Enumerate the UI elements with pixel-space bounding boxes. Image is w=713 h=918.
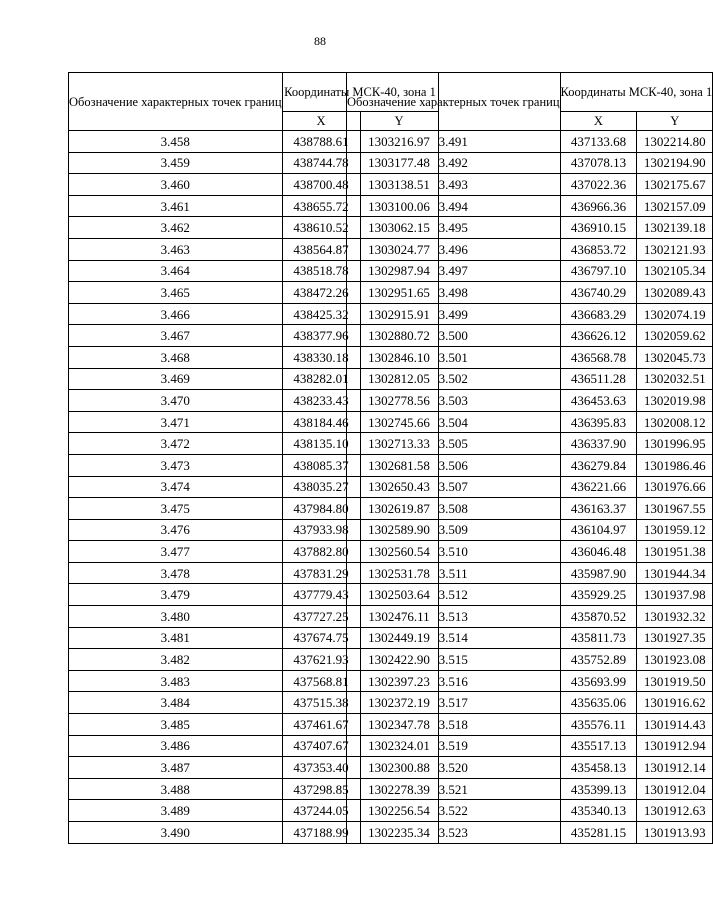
y-coordinate-cell: 1302476.11 bbox=[360, 606, 438, 628]
point-id-cell: 3.473 bbox=[69, 454, 283, 476]
y-coordinate-cell: 1302324.01 bbox=[360, 735, 438, 757]
point-id-cell: 3.494 bbox=[347, 195, 561, 217]
point-id-cell: 3.477 bbox=[69, 541, 283, 563]
x-coordinate-cell: 438564.87 bbox=[282, 238, 360, 260]
point-id-cell: 3.488 bbox=[69, 778, 283, 800]
x-coordinate-cell: 437022.36 bbox=[560, 174, 637, 196]
point-id-cell: 3.516 bbox=[347, 670, 561, 692]
table-row bbox=[347, 411, 713, 433]
x-coordinate-cell: 438282.01 bbox=[282, 368, 360, 390]
point-id-cell: 3.479 bbox=[69, 584, 283, 606]
x-coordinate-cell: 437298.85 bbox=[282, 778, 360, 800]
point-id-cell: 3.489 bbox=[69, 800, 283, 822]
x-coordinate-cell: 436910.15 bbox=[560, 217, 637, 239]
y-coordinate-cell: 1303062.15 bbox=[360, 217, 438, 239]
table-body-right bbox=[347, 131, 713, 844]
y-coordinate-cell: 1301976.66 bbox=[637, 476, 713, 498]
point-id-cell: 3.484 bbox=[69, 692, 283, 714]
y-coordinate-cell: 1303177.48 bbox=[360, 152, 438, 174]
x-coordinate-cell: 437831.29 bbox=[282, 562, 360, 584]
x-coordinate-cell: 438518.78 bbox=[282, 260, 360, 282]
x-coordinate-cell: 435340.13 bbox=[560, 800, 637, 822]
x-coordinate-cell: 435281.15 bbox=[560, 822, 637, 844]
point-id-cell: 3.502 bbox=[347, 368, 561, 390]
x-coordinate-cell: 437133.68 bbox=[560, 131, 637, 153]
x-coordinate-cell: 437353.40 bbox=[282, 757, 360, 779]
point-id-cell: 3.514 bbox=[347, 627, 561, 649]
y-coordinate-cell: 1302157.09 bbox=[637, 195, 713, 217]
y-coordinate-cell: 1301912.94 bbox=[637, 735, 713, 757]
point-id-cell: 3.508 bbox=[347, 498, 561, 520]
y-coordinate-cell: 1302194.90 bbox=[637, 152, 713, 174]
point-id-cell: 3.504 bbox=[347, 411, 561, 433]
y-coordinate-cell: 1302951.65 bbox=[360, 282, 438, 304]
table-row bbox=[347, 498, 713, 520]
y-coordinate-cell: 1301959.12 bbox=[637, 519, 713, 541]
point-id-cell: 3.490 bbox=[69, 822, 283, 844]
point-id-cell: 3.469 bbox=[69, 368, 283, 390]
x-coordinate-cell: 436104.97 bbox=[560, 519, 637, 541]
point-id-cell: 3.460 bbox=[69, 174, 283, 196]
table-row bbox=[347, 433, 713, 455]
point-id-cell: 3.501 bbox=[347, 346, 561, 368]
y-coordinate-cell: 1301944.34 bbox=[637, 562, 713, 584]
x-coordinate-cell: 435517.13 bbox=[560, 735, 637, 757]
y-coordinate-cell: 1303024.77 bbox=[360, 238, 438, 260]
point-id-cell: 3.511 bbox=[347, 562, 561, 584]
point-id-cell: 3.462 bbox=[69, 217, 283, 239]
x-coordinate-cell: 438700.48 bbox=[282, 174, 360, 196]
x-coordinate-cell: 435458.13 bbox=[560, 757, 637, 779]
point-id-cell: 3.459 bbox=[69, 152, 283, 174]
x-coordinate-cell: 436163.37 bbox=[560, 498, 637, 520]
y-coordinate-cell: 1302019.98 bbox=[637, 390, 713, 412]
y-coordinate-cell: 1301914.43 bbox=[637, 714, 713, 736]
table-row bbox=[347, 476, 713, 498]
y-coordinate-cell: 1302059.62 bbox=[637, 325, 713, 347]
x-coordinate-cell: 437984.80 bbox=[282, 498, 360, 520]
point-id-cell: 3.496 bbox=[347, 238, 561, 260]
y-coordinate-cell: 1301932.32 bbox=[637, 606, 713, 628]
y-coordinate-cell: 1302531.78 bbox=[360, 562, 438, 584]
x-coordinate-cell: 437882.80 bbox=[282, 541, 360, 563]
x-coordinate-cell: 437674.75 bbox=[282, 627, 360, 649]
x-coordinate-cell: 437727.25 bbox=[282, 606, 360, 628]
point-id-cell: 3.466 bbox=[69, 303, 283, 325]
x-coordinate-cell: 436966.36 bbox=[560, 195, 637, 217]
x-coordinate-cell: 435693.99 bbox=[560, 670, 637, 692]
coordinates-table-right bbox=[346, 72, 713, 844]
table-row bbox=[347, 822, 713, 844]
point-id-cell: 3.509 bbox=[347, 519, 561, 541]
point-id-cell: 3.503 bbox=[347, 390, 561, 412]
point-id-cell: 3.478 bbox=[69, 562, 283, 584]
x-coordinate-cell: 437407.67 bbox=[282, 735, 360, 757]
table-row bbox=[347, 541, 713, 563]
point-id-cell: 3.461 bbox=[69, 195, 283, 217]
x-coordinate-cell: 438377.96 bbox=[282, 325, 360, 347]
y-coordinate-cell: 1302560.54 bbox=[360, 541, 438, 563]
x-coordinate-cell: 435811.73 bbox=[560, 627, 637, 649]
y-coordinate-cell: 1302713.33 bbox=[360, 433, 438, 455]
y-coordinate-cell: 1301923.08 bbox=[637, 649, 713, 671]
x-coordinate-cell: 438184.46 bbox=[282, 411, 360, 433]
point-id-cell: 3.467 bbox=[69, 325, 283, 347]
point-id-cell: 3.480 bbox=[69, 606, 283, 628]
table-row bbox=[347, 174, 713, 196]
point-id-cell: 3.499 bbox=[347, 303, 561, 325]
x-coordinate-cell: 436626.12 bbox=[560, 325, 637, 347]
y-coordinate-cell: 1302449.19 bbox=[360, 627, 438, 649]
x-coordinate-cell: 438085.37 bbox=[282, 454, 360, 476]
point-id-cell: 3.510 bbox=[347, 541, 561, 563]
y-coordinate-cell: 1302032.51 bbox=[637, 368, 713, 390]
table-row bbox=[347, 238, 713, 260]
y-coordinate-cell: 1302300.88 bbox=[360, 757, 438, 779]
x-coordinate-cell: 437779.43 bbox=[282, 584, 360, 606]
table-row bbox=[347, 217, 713, 239]
x-coordinate-cell: 435576.11 bbox=[560, 714, 637, 736]
point-id-cell: 3.517 bbox=[347, 692, 561, 714]
y-coordinate-cell: 1302846.10 bbox=[360, 346, 438, 368]
table-row bbox=[347, 131, 713, 153]
y-coordinate-cell: 1303138.51 bbox=[360, 174, 438, 196]
y-coordinate-cell: 1302619.87 bbox=[360, 498, 438, 520]
x-coordinate-cell: 438135.10 bbox=[282, 433, 360, 455]
x-coordinate-cell: 438788.61 bbox=[282, 131, 360, 153]
x-coordinate-cell: 437188.99 bbox=[282, 822, 360, 844]
table-row bbox=[347, 562, 713, 584]
y-coordinate-cell: 1302278.39 bbox=[360, 778, 438, 800]
column-header-coordinates: Координаты МСК-40, зона 1 bbox=[560, 73, 713, 112]
x-coordinate-cell: 436740.29 bbox=[560, 282, 637, 304]
point-id-cell: 3.522 bbox=[347, 800, 561, 822]
table-row bbox=[347, 800, 713, 822]
x-coordinate-cell: 436797.10 bbox=[560, 260, 637, 282]
table-row bbox=[347, 152, 713, 174]
table-row bbox=[347, 303, 713, 325]
point-id-cell: 3.486 bbox=[69, 735, 283, 757]
y-coordinate-cell: 1302503.64 bbox=[360, 584, 438, 606]
point-id-cell: 3.474 bbox=[69, 476, 283, 498]
point-id-cell: 3.463 bbox=[69, 238, 283, 260]
y-coordinate-cell: 1301913.93 bbox=[637, 822, 713, 844]
table-row bbox=[347, 778, 713, 800]
point-id-cell: 3.495 bbox=[347, 217, 561, 239]
point-id-cell: 3.520 bbox=[347, 757, 561, 779]
point-id-cell: 3.465 bbox=[69, 282, 283, 304]
point-id-cell: 3.512 bbox=[347, 584, 561, 606]
table-row bbox=[347, 325, 713, 347]
y-coordinate-cell: 1302397.23 bbox=[360, 670, 438, 692]
table-row bbox=[347, 346, 713, 368]
point-id-cell: 3.481 bbox=[69, 627, 283, 649]
y-coordinate-cell: 1302422.90 bbox=[360, 649, 438, 671]
point-id-cell: 3.458 bbox=[69, 131, 283, 153]
x-coordinate-cell: 436395.83 bbox=[560, 411, 637, 433]
y-coordinate-cell: 1301919.50 bbox=[637, 670, 713, 692]
x-coordinate-cell: 436337.90 bbox=[560, 433, 637, 455]
point-id-cell: 3.519 bbox=[347, 735, 561, 757]
column-header-y: Y bbox=[360, 112, 438, 131]
x-coordinate-cell: 436279.84 bbox=[560, 454, 637, 476]
x-coordinate-cell: 436221.66 bbox=[560, 476, 637, 498]
point-id-cell: 3.521 bbox=[347, 778, 561, 800]
x-coordinate-cell: 437568.81 bbox=[282, 670, 360, 692]
y-coordinate-cell: 1301916.62 bbox=[637, 692, 713, 714]
x-coordinate-cell: 435929.25 bbox=[560, 584, 637, 606]
y-coordinate-cell: 1302045.73 bbox=[637, 346, 713, 368]
y-coordinate-cell: 1302681.58 bbox=[360, 454, 438, 476]
x-coordinate-cell: 438425.32 bbox=[282, 303, 360, 325]
y-coordinate-cell: 1302347.78 bbox=[360, 714, 438, 736]
y-coordinate-cell: 1302915.91 bbox=[360, 303, 438, 325]
point-id-cell: 3.513 bbox=[347, 606, 561, 628]
table-row bbox=[347, 195, 713, 217]
y-coordinate-cell: 1302089.43 bbox=[637, 282, 713, 304]
table-row bbox=[347, 519, 713, 541]
y-coordinate-cell: 1302235.34 bbox=[360, 822, 438, 844]
column-header-point-name: Обозначение характерных точек границ bbox=[347, 73, 561, 131]
x-coordinate-cell: 437933.98 bbox=[282, 519, 360, 541]
point-id-cell: 3.475 bbox=[69, 498, 283, 520]
y-coordinate-cell: 1302175.67 bbox=[637, 174, 713, 196]
y-coordinate-cell: 1301927.35 bbox=[637, 627, 713, 649]
table-row bbox=[347, 670, 713, 692]
y-coordinate-cell: 1302589.90 bbox=[360, 519, 438, 541]
y-coordinate-cell: 1302987.94 bbox=[360, 260, 438, 282]
point-id-cell: 3.515 bbox=[347, 649, 561, 671]
y-coordinate-cell: 1302008.12 bbox=[637, 411, 713, 433]
y-coordinate-cell: 1302121.93 bbox=[637, 238, 713, 260]
table-row bbox=[347, 735, 713, 757]
x-coordinate-cell: 435752.89 bbox=[560, 649, 637, 671]
point-id-cell: 3.482 bbox=[69, 649, 283, 671]
table-row bbox=[347, 260, 713, 282]
x-coordinate-cell: 438472.26 bbox=[282, 282, 360, 304]
x-coordinate-cell: 438610.52 bbox=[282, 217, 360, 239]
x-coordinate-cell: 437244.05 bbox=[282, 800, 360, 822]
point-id-cell: 3.497 bbox=[347, 260, 561, 282]
y-coordinate-cell: 1303216.97 bbox=[360, 131, 438, 153]
point-id-cell: 3.485 bbox=[69, 714, 283, 736]
point-id-cell: 3.506 bbox=[347, 454, 561, 476]
y-coordinate-cell: 1301967.55 bbox=[637, 498, 713, 520]
column-header-y: Y bbox=[637, 112, 713, 131]
page-number: 88 bbox=[314, 34, 326, 48]
y-coordinate-cell: 1302139.18 bbox=[637, 217, 713, 239]
y-coordinate-cell: 1301912.63 bbox=[637, 800, 713, 822]
point-id-cell: 3.491 bbox=[347, 131, 561, 153]
point-id-cell: 3.493 bbox=[347, 174, 561, 196]
y-coordinate-cell: 1303100.06 bbox=[360, 195, 438, 217]
point-id-cell: 3.476 bbox=[69, 519, 283, 541]
y-coordinate-cell: 1302214.80 bbox=[637, 131, 713, 153]
y-coordinate-cell: 1301951.38 bbox=[637, 541, 713, 563]
point-id-cell: 3.487 bbox=[69, 757, 283, 779]
table-row bbox=[347, 649, 713, 671]
point-id-cell: 3.472 bbox=[69, 433, 283, 455]
x-coordinate-cell: 436853.72 bbox=[560, 238, 637, 260]
y-coordinate-cell: 1302778.56 bbox=[360, 390, 438, 412]
x-coordinate-cell: 438744.78 bbox=[282, 152, 360, 174]
point-id-cell: 3.500 bbox=[347, 325, 561, 347]
x-coordinate-cell: 436453.63 bbox=[560, 390, 637, 412]
table-row bbox=[347, 390, 713, 412]
y-coordinate-cell: 1301912.04 bbox=[637, 778, 713, 800]
x-coordinate-cell: 438035.27 bbox=[282, 476, 360, 498]
y-coordinate-cell: 1301986.46 bbox=[637, 454, 713, 476]
y-coordinate-cell: 1302880.72 bbox=[360, 325, 438, 347]
table-row bbox=[347, 757, 713, 779]
x-coordinate-cell: 438655.72 bbox=[282, 195, 360, 217]
y-coordinate-cell: 1302812.05 bbox=[360, 368, 438, 390]
table-row bbox=[347, 627, 713, 649]
point-id-cell: 3.507 bbox=[347, 476, 561, 498]
table-row bbox=[347, 692, 713, 714]
point-id-cell: 3.523 bbox=[347, 822, 561, 844]
point-id-cell: 3.471 bbox=[69, 411, 283, 433]
x-coordinate-cell: 435635.06 bbox=[560, 692, 637, 714]
table-row bbox=[347, 714, 713, 736]
column-header-x: X bbox=[282, 112, 360, 131]
table-row bbox=[347, 584, 713, 606]
x-coordinate-cell: 438330.18 bbox=[282, 346, 360, 368]
column-header-coordinates: Координаты МСК-40, зона 1 bbox=[282, 73, 438, 112]
y-coordinate-cell: 1302372.19 bbox=[360, 692, 438, 714]
table-row bbox=[347, 282, 713, 304]
point-id-cell: 3.498 bbox=[347, 282, 561, 304]
x-coordinate-cell: 436046.48 bbox=[560, 541, 637, 563]
point-id-cell: 3.483 bbox=[69, 670, 283, 692]
x-coordinate-cell: 438233.43 bbox=[282, 390, 360, 412]
table-row bbox=[347, 606, 713, 628]
x-coordinate-cell: 435987.90 bbox=[560, 562, 637, 584]
x-coordinate-cell: 437078.13 bbox=[560, 152, 637, 174]
column-header-x: X bbox=[560, 112, 637, 131]
y-coordinate-cell: 1302074.19 bbox=[637, 303, 713, 325]
x-coordinate-cell: 436511.28 bbox=[560, 368, 637, 390]
column-header-point-name: Обозначение характерных точек границ bbox=[69, 73, 283, 131]
x-coordinate-cell: 436683.29 bbox=[560, 303, 637, 325]
point-id-cell: 3.492 bbox=[347, 152, 561, 174]
table-row bbox=[347, 368, 713, 390]
x-coordinate-cell: 436568.78 bbox=[560, 346, 637, 368]
x-coordinate-cell: 437461.67 bbox=[282, 714, 360, 736]
point-id-cell: 3.470 bbox=[69, 390, 283, 412]
y-coordinate-cell: 1302745.66 bbox=[360, 411, 438, 433]
x-coordinate-cell: 435399.13 bbox=[560, 778, 637, 800]
point-id-cell: 3.518 bbox=[347, 714, 561, 736]
y-coordinate-cell: 1301996.95 bbox=[637, 433, 713, 455]
point-id-cell: 3.464 bbox=[69, 260, 283, 282]
table-row bbox=[347, 454, 713, 476]
y-coordinate-cell: 1301912.14 bbox=[637, 757, 713, 779]
y-coordinate-cell: 1301937.98 bbox=[637, 584, 713, 606]
y-coordinate-cell: 1302105.34 bbox=[637, 260, 713, 282]
point-id-cell: 3.505 bbox=[347, 433, 561, 455]
point-id-cell: 3.468 bbox=[69, 346, 283, 368]
x-coordinate-cell: 435870.52 bbox=[560, 606, 637, 628]
x-coordinate-cell: 437515.38 bbox=[282, 692, 360, 714]
y-coordinate-cell: 1302650.43 bbox=[360, 476, 438, 498]
x-coordinate-cell: 437621.93 bbox=[282, 649, 360, 671]
y-coordinate-cell: 1302256.54 bbox=[360, 800, 438, 822]
